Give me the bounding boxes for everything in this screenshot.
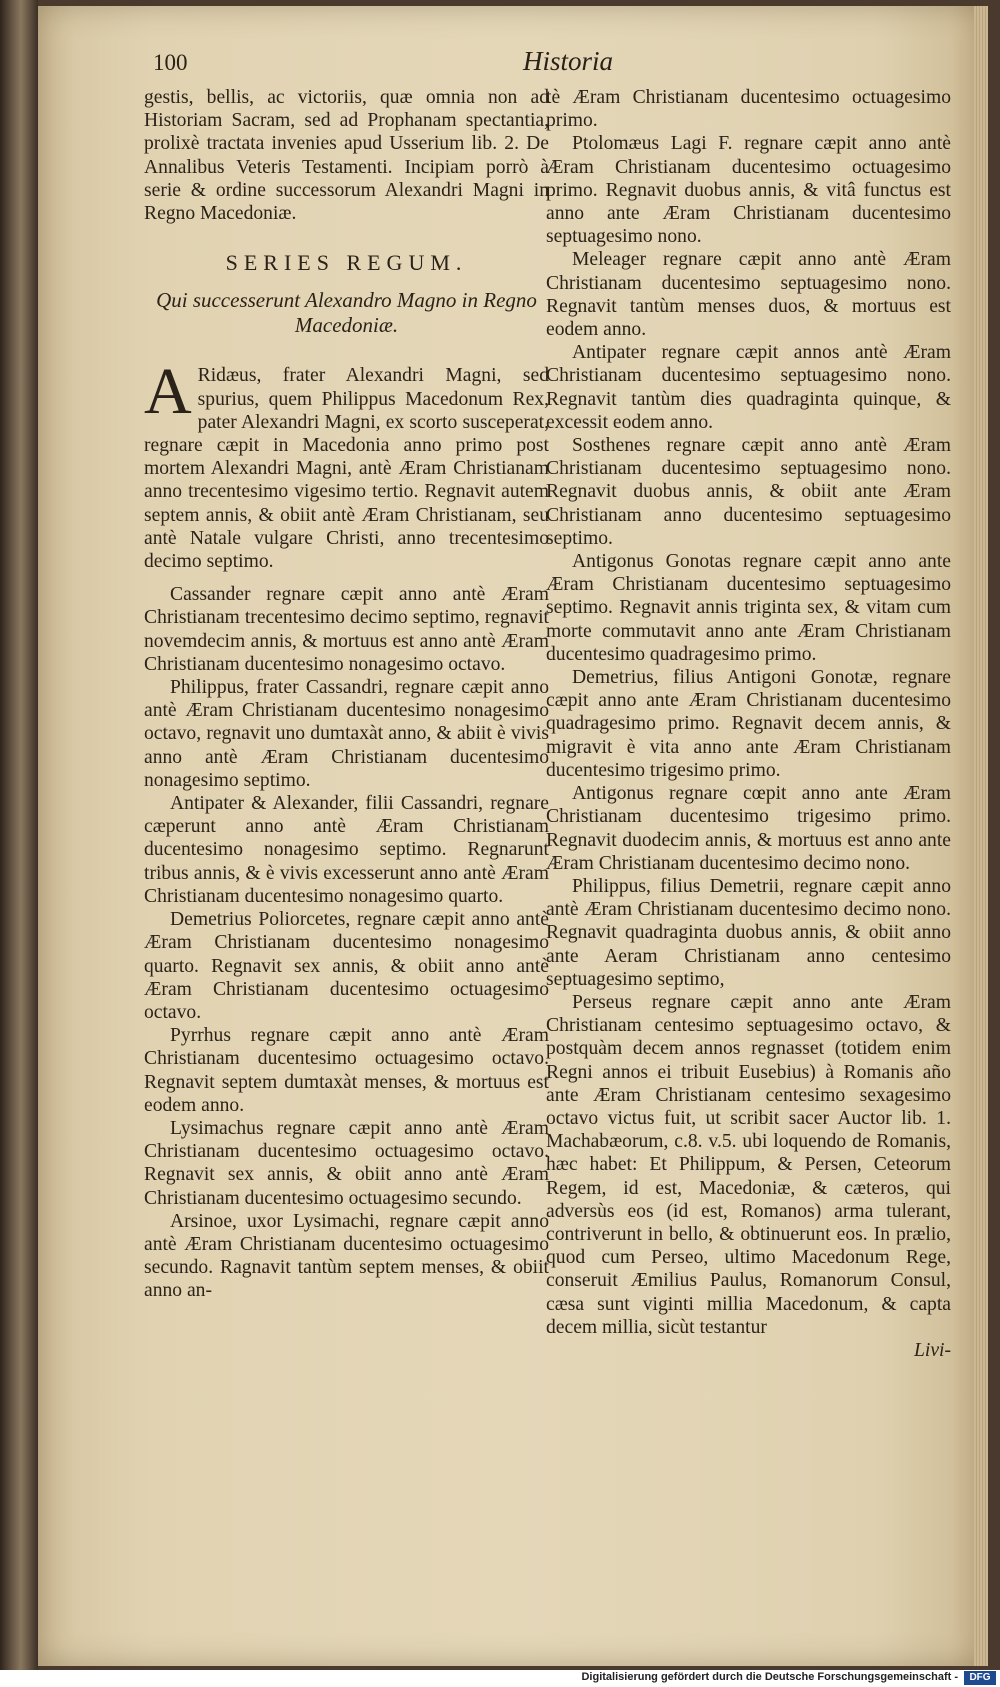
paragraph: Antipater & Alexander, filii Cassandri, regnare cæperunt anno antè Æram Christianam ducentesimo nonagesimo septimo. Regnarunt tribus annis, & è vivis excesserunt anno antè Æram Christianam ducentesimo nonagesimo quarto. [144,793,549,907]
paragraph: Antigonus regnare cœpit anno ante Æram Christianam ducentesimo trigesimo primo. Regnavit duodecim annis, & mortuus est anno ante Æram Christianam ducentesimo decimo nono. [546,783,951,874]
right-column [546,86,951,1362]
paragraph: Meleager regnare cæpit anno antè Æram Christianam ducentesimo septuagesimo nono. Regnavit tantùm menses duos, & mortuus est eodem anno. [546,249,951,341]
section-subheading: Qui successerunt Alexandro Magno in Regno Macedoniæ. [156,288,537,338]
paragraph: Antigonus Gonotas regnare cæpit anno ante Æram Christianam ducentesimo septuagesimo septimo. Regnavit annis triginta sex, & vitam cum morte commutavit anno ante Æram Christianam ducentesimo quadragesimo primo. [546,551,951,665]
left-intro-text: gestis, bellis, ac victoriis, quæ omnia non ad Historiam Sacram, sed ad Prophanam spectantia, prolixè tractata invenies apud Usserium lib. 2. De Annalibus Veteris Testamenti. Incipiam porrò à serie & ordine successorum Alexandri Magni in Regno Macedoniæ. [144,87,549,225]
dropcap-letter: A [144,355,192,429]
dropcap-paragraph-text: Ridæus, frater Alexandri Magni, sed spurius, quem Philippus Macedonum Rex, pater Alexandri Magni, ex scorto susceperat, regnare cæpit in Macedonia anno primo post mortem Alexandri Magni, antè Æram Christianam anno trecentesimo vigesimo tertio. Regnavit autem septem annis, & obiit antè Æram Christianam, seu antè Natale vulgare Christi, anno trecentesimo decimo septimo. [144,365,549,573]
book-spine [0,0,38,1670]
digitization-footer [0,1670,1000,1687]
paragraph: Lysimachus regnare cæpit anno antè Æram Christianam ducentesimo octuagesimo octavo. Regnavit sex annis, & obiit anno antè Æram Christianam ducentesimo octuagesimo secundo. [144,1117,549,1209]
left-column [144,86,549,1303]
running-head [38,46,988,90]
right-intro-text: tè Æram Christianam ducentesimo octuagesimo primo. [546,87,951,132]
series-heading: SERIES REGUM. [225,250,468,276]
paragraph: Demetrius Poliorcetes, regnare cæpit anno antè Æram Christianam ducentesimo nonagesimo quarto. Regnavit sex annis, & obiit anno antè Æram Christianam ducentesimo octuagesimo octavo. [144,909,549,1023]
dfg-logo[interactable]: DFG [964,1671,996,1685]
dropcap-paragraph [144,355,549,573]
page-number: 100 [153,50,188,75]
funding-notice: Digitalisierung gefördert durch die Deutsche Forschungsgemeinschaft - [581,1671,958,1683]
paragraph: Philippus, filius Demetrii, regnare cæpit anno antè Æram Christianam ducentesimo decimo nono. Regnavit quadraginta duobus annis, & obiit anno ante Aeram Christianam anno centesimo septuagesimo septimo, [546,875,951,990]
book-page [38,6,988,1666]
paragraph: Pyrrhus regnare cæpit anno antè Æram Christianam ducentesimo octuagesimo octavo. Regnavit septem dumtaxàt menses, & mortuus est eodem anno. [144,1025,549,1116]
paragraph: Philippus, frater Cassandri, regnare cæpit anno antè Æram Christianam ducentesimo nonagesimo octavo, regnavit uno dumtaxàt anno, & abiit è vivis anno antè Æram Christianam ducentesimo nonagesimo septimo. [144,677,549,791]
paragraph: Antipater regnare cæpit annos antè Æram Christianam ducentesimo septuagesimo nono. Regnavit tantùm dies quadraginta quinque, & excessit eodem anno. [546,342,951,433]
paragraph: Arsinoe, uxor Lysimachi, regnare cæpit anno antè Æram Christianam ducentesimo octuagesimo secundo. Ragnavit tantùm septem menses, & obiit anno an- [144,1210,549,1302]
paragraph: Perseus regnare cæpit anno ante Æram Christianam centesimo septuagesimo octavo, & postquàm decem annos regnasset (totidem enim Regni annos ei tribuit Eusebius) à Romanis año ante Æram Christianam centesimo sexagesimo octavo victus fuit, ut scribit sacer Auctor lib. 1. Machabæorum, c.8. v.5. ubi loquendo de Romanis, hæc habet: Et Philippum, & Persen, Ceteorum Regem, id est, Macedoniæ, & cæteros, qui adversùs eos (id est, Romanos) arma tulerant, contriverunt in bello, & obtinuerunt eos. In prælio, quod cum Perseo, ultimo Macedonum Rege, conseruit Æmilius Paulus, Romanorum Consul, cæsa sunt viginti millia Macedonum, & capta decem millia, sicùt testantur [546,991,951,1338]
paragraph: Cassander regnare cæpit anno antè Æram Christianam trecentesimo decimo septimo, regnavit novemdecim annis, & mortuus est anno antè Æram Christianam ducentesimo nonagesimo octavo. [144,584,549,675]
paragraph: Sosthenes regnare cæpit anno antè Æram Christianam ducentesimo septuagesimo nono. Regnavit duobus annis, & obiit ante Æram Christianam anno ducentesimo septuagesimo septimo. [546,435,951,549]
paragraph: Ptolomæus Lagi F. regnare cæpit anno antè Æram Christianam ducentesimo octuagesimo primo. Regnavit duobus annis, & vitâ functus est anno ante Æram Christianam ducentesimo septuagesimo nono. [546,133,951,248]
running-title: Historia [523,46,614,76]
page-edge [974,6,988,1666]
catchword: Livi- [913,1339,951,1361]
paragraph: Demetrius, filius Antigoni Gonotæ, regnare cæpit anno ante Æram Christianam ducentesimo quadragesimo primo. Regnavit decem annis, & migravit è vita anno ante Æram Christianam ducentesimo trigesimo primo. [546,667,951,781]
